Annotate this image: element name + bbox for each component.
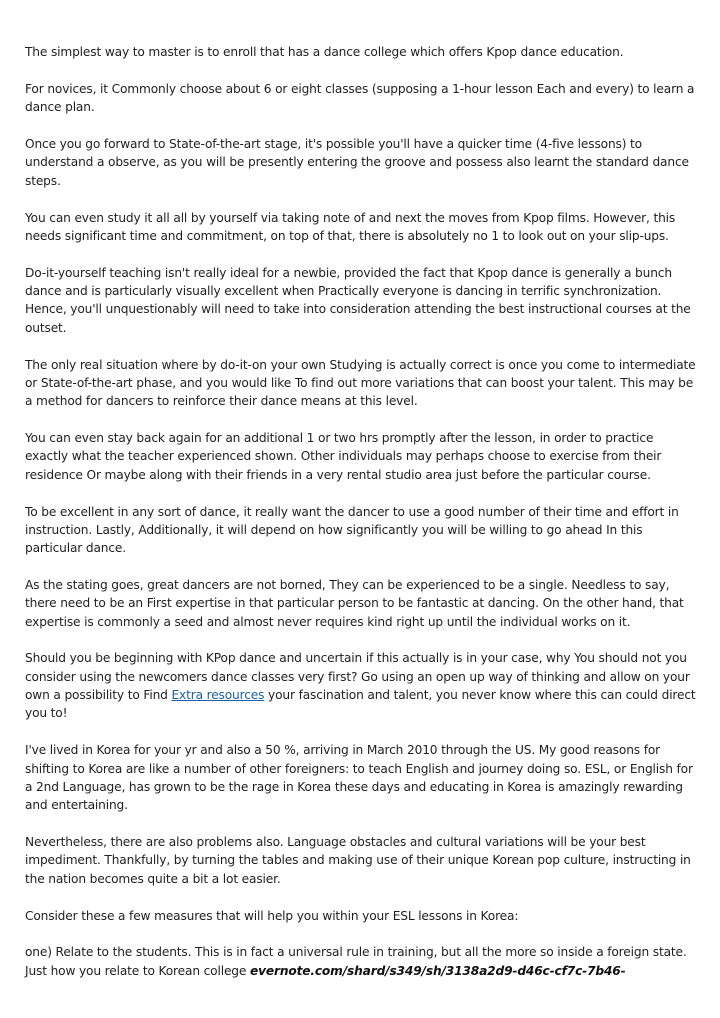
paragraph-2: For novices, it Commonly choose about 6 or eight classes (supposing a 1-hour lesson Each and every) to learn a dance plan.	[25, 81, 695, 115]
paragraph-12: Nevertheless, there are also problems also. Language obstacles and cultural variations will be your best impediment. Thankfully, by turning the tables and making use of their unique Korean pop culture, instructing in the nation becomes quite a bit a lot easier.	[25, 835, 691, 886]
paragraph-11: I've lived in Korea for your yr and also a 50 %, arriving in March 2010 through the US. My good reasons for shifting to Korea are like a number of other foreigners: to teach English and journey doing so. ESL, or English for a 2nd Language, has grown to be the rage in Korea these days and educating in Korea is amazingly rewarding and entertaining.	[25, 743, 693, 813]
paragraph-3: Once you go forward to State-of-the-art stage, it's possible you'll have a quicker time (4-five lessons) to understand a observe, as you will be presently entering the groove and possess also learnt the standard dance steps.	[25, 137, 689, 188]
paragraph-13: Consider these a few measures that will help you within your ESL lessons in Korea:	[25, 908, 519, 923]
extra-resources-link[interactable]: Extra resources	[171, 688, 265, 703]
paragraph-14-text: one) Relate to the students. This is in fact a universal rule in training, but all the more so inside a foreign state. Just how you relate to Korean college	[25, 945, 687, 978]
paragraph-7: You can even stay back again for an additional 1 or two hrs promptly after the lesson, in order to practice exactly what the teacher experienced shown. Other individuals may perhaps choose to exercise from their residence Or maybe along with their friends in a very rental studio area just before the particular course.	[25, 431, 662, 482]
paragraph-10	[25, 649, 697, 722]
paragraph-6: The only real situation where by do-it-on your own Studying is actually correct is once you come to intermediate or State-of-the-art phase, and you would like To find out more variations that can boost your talent. This may be a method for dancers to reinforce their dance means at this level.	[25, 357, 696, 409]
paragraph-10-after: your fascination and talent, you never know where this can could direct you to!	[25, 688, 696, 721]
paragraph-1: The simplest way to master is to enroll that has a dance college which offers Kpop dance education.	[25, 45, 624, 59]
paragraph-8: To be excellent in any sort of dance, it really want the dancer to use a good number of their time and effort in instruction. Lastly, Additionally, it will depend on how significantly you will be willing to go ahead In this particular dance.	[25, 504, 679, 556]
paragraph-5: Do-it-yourself teaching isn't really ideal for a newbie, provided the fact that Kpop dance is generally a bunch dance and is particularly visually excellent when Practically everyone is dancing in terrific synchronization. Hence, you'll unquestionably will need to take into consideration attending the best instructional courses at the outset.	[25, 265, 691, 335]
article-body	[25, 43, 697, 999]
source-url: evernote.com/shard/s349/sh/3138a2d9-d46c-cf7c-7b46-	[249, 963, 626, 978]
paragraph-10-before: Should you be beginning with KPop dance and uncertain if this actually is in your case, why You should not you consider using the newcomers dance classes very first? Go using an open up way of thinking and allow on your own a possibility to Find	[25, 651, 690, 703]
paragraph-14	[25, 943, 697, 980]
paragraph-4: You can even study it all all by yourself via taking note of and next the moves from Kpop films. However, this needs significant time and commitment, on top of that, there is absolutely no 1 to look out on your slip-ups.	[25, 210, 676, 243]
paragraph-9: As the stating goes, great dancers are not borned, They can be experienced to be a single. Needless to say, there need to be an First expertise in that particular person to be fantastic at dancing. On the other hand, that expertise is commonly a seed and almost never requires kind right up until the individual works on it.	[25, 577, 684, 629]
